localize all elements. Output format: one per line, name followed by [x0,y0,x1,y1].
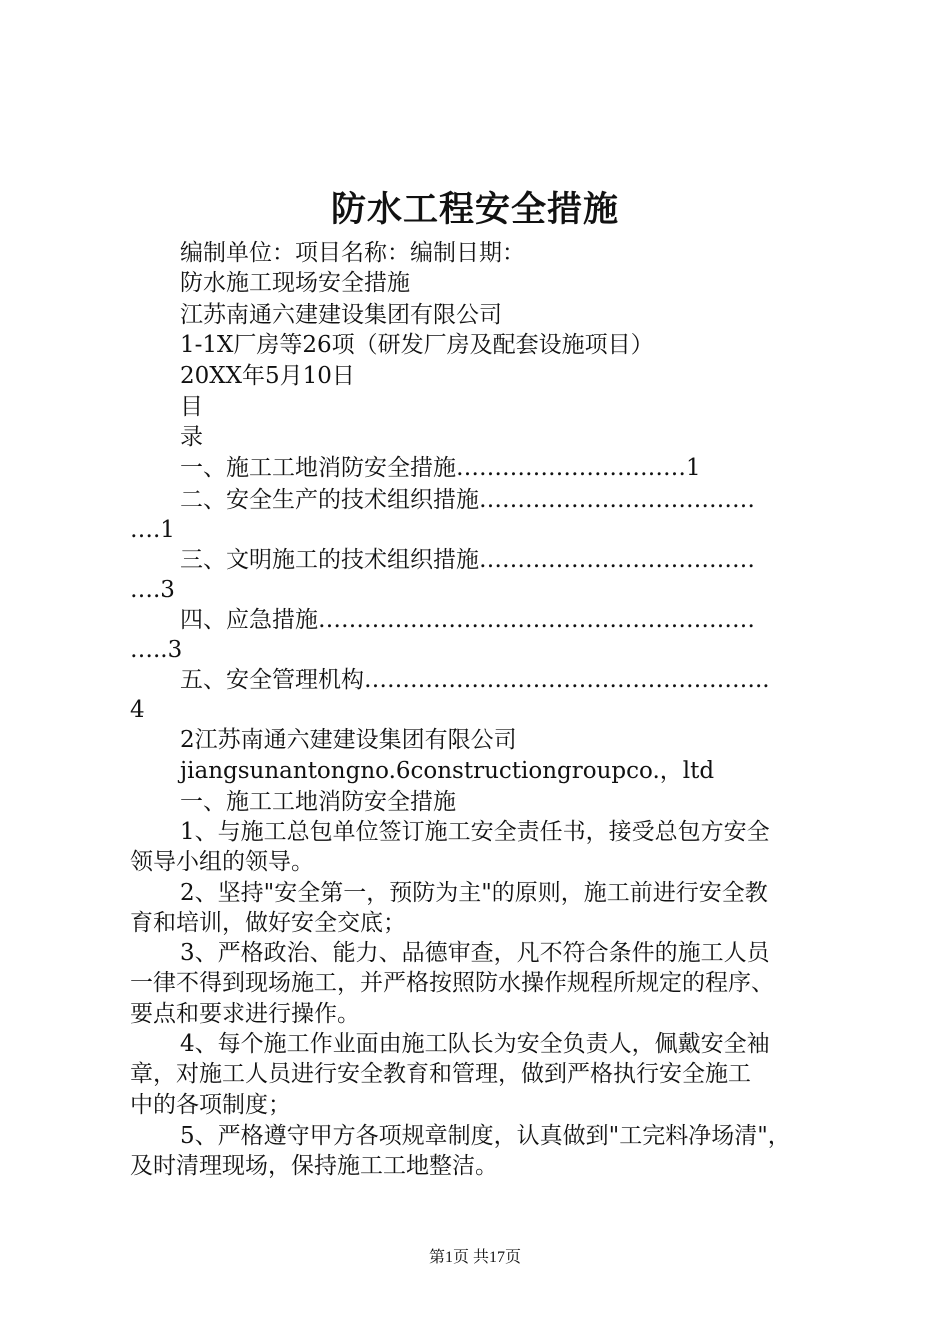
toc-item: 五、安全管理机构…………………………………………….. [180,667,770,693]
paragraph-line: 要点和要求进行操作。 [130,1001,360,1027]
paragraph-line: 领导小组的领导。 [130,849,314,875]
subject-line: 防水施工现场安全措施 [180,270,410,296]
paragraph-line: 育和培训，做好安全交底； [130,910,406,936]
toc-heading-b: 录 [180,424,203,450]
toc-heading-a: 目 [180,394,203,420]
page-footer: 第1页 共17页 [428,1249,521,1266]
toc-item-page: 4 [130,697,145,723]
paragraph-line: 3、严格政治、能力、品德审查，凡不符合条件的施工人员 [180,940,770,966]
toc-item-page: ….1 [130,517,175,543]
paragraph-line: 中的各项制度； [130,1092,291,1118]
paragraph-line: 及时清理现场，保持施工工地整洁。 [130,1153,498,1179]
company-cn-line: 2江苏南通六建建设集团有限公司 [180,727,517,753]
toc-item: 一、施工工地消防安全措施…………………………1 [180,455,701,481]
paragraph-line: 1、与施工总包单位签订施工安全责任书，接受总包方安全 [180,819,770,845]
company-line: 江苏南通六建建设集团有限公司 [180,302,502,328]
paragraph-line: 5、严格遵守甲方各项规章制度，认真做到"工完料净场清"， [180,1123,791,1149]
toc-item-page: …..3 [130,637,183,663]
company-en-line: jiangsunantongno.6constructiongroupco.，ltd [180,758,715,784]
section-heading: 一、施工工地消防安全措施 [180,789,456,815]
toc-item: 四、应急措施………………………………………………… [180,607,755,633]
page-title: 防水工程安全措施 [330,189,619,230]
project-line: 1-1X厂房等26项（研发厂房及配套设施项目） [180,332,654,358]
paragraph-line: 4、每个施工作业面由施工队长为安全负责人，佩戴安全袖 [180,1031,770,1057]
paragraph-line: 2、坚持"安全第一，预防为主"的原则，施工前进行安全教 [180,880,768,906]
toc-item: 三、文明施工的技术组织措施……………………………… [180,547,755,573]
toc-item-page: ….3 [130,577,175,603]
paragraph-line: 章，对施工人员进行安全教育和管理，做到严格执行安全施工 [130,1061,751,1087]
toc-item: 二、安全生产的技术组织措施……………………………… [180,487,755,513]
meta-line: 编制单位：项目名称：编制日期： [180,240,525,266]
paragraph-line: 一律不得到现场施工，并严格按照防水操作规程所规定的程序、 [130,970,774,996]
date-line: 20XX年5月10日 [180,363,355,389]
